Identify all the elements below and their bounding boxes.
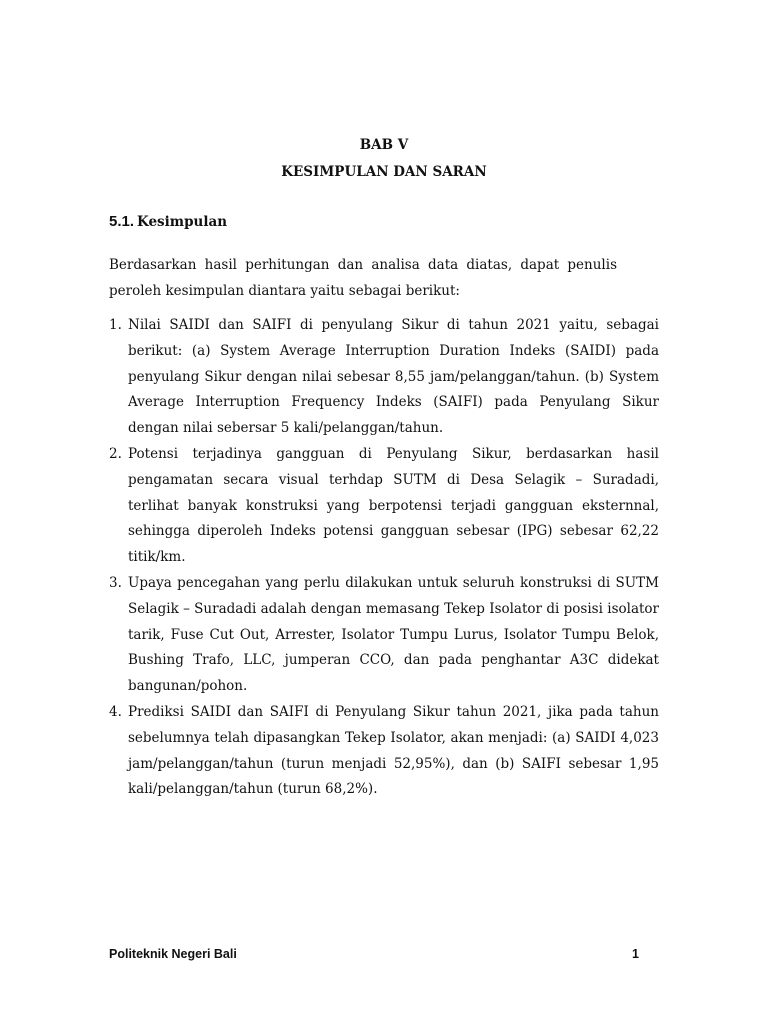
conclusion-item (109, 313, 659, 442)
conclusion-list (109, 313, 659, 803)
list-marker: 1. (109, 317, 122, 333)
conclusion-text: Prediksi SAIDI dan SAIFI di Penyulang Sikur tahun 2021, jika pada tahun sebelumnya telah dipasangkan Tekep Isolator, akan menjadi: (a) SAIDI 4,023 jam/pelanggan/tahun (turun menjadi 52,95%), dan (b) SAIFI sebesar 1,95 kali/pelanggan/tahun (turun 68,2%). (128, 703, 659, 798)
chapter-label: BAB V (359, 137, 409, 153)
list-marker: 4. (109, 703, 122, 720)
conclusion-item (109, 571, 659, 700)
conclusion-text: Potensi terjadinya gangguan di Penyulang Sikur, berdasarkan hasil pengamatan secara visual terhdap SUTM di Desa Selagik – Suradadi, terlihat banyak konstruksi yang berpotensi terjadi gangguan eksternnal, sehingga diperoleh Indeks potensi gangguan sebesar (IPG) sebesar 62,22 titik/km. (128, 445, 659, 566)
conclusion-item (109, 442, 659, 571)
page-footer (109, 947, 639, 961)
chapter-title: KESIMPULAN DAN SARAN (281, 164, 487, 180)
section-number: 5.1. (109, 213, 135, 230)
section-title: Kesimpulan (137, 214, 228, 230)
conclusion-text: Nilai SAIDI dan SAIFI di penyulang Sikur di tahun 2021 yaitu, sebagai berikut: (a) System Average Interruption Duration Indeks (SAIDI) pada penyulang Sikur dengan nilai sebesar 8,55 jam/pelanggan/tahun. (b) System Average Interruption Frequency Indeks (SAIFI) pada Penyulang Sikur dengan nilai sebersar 5 kali/pelanggan/tahun. (128, 317, 659, 437)
conclusion-item (109, 700, 659, 803)
conclusion-text: Upaya pencegahan yang perlu dilakukan untuk seluruh konstruksi di SUTM Selagik – Suradadi adalah dengan memasang Tekep Isolator di posisi isolator tarik, Fuse Cut Out, Arrester, Isolator Tumpu Lurus, Isolator Tumpu Belok, Bushing Trafo, LLC, jumperan CCO, dan pada penghantar A3C didekat bangunan/pohon. (128, 574, 659, 695)
section-heading (109, 213, 227, 230)
intro-paragraph: Berdasarkan hasil perhitungan dan analisa data diatas, dapat penulis peroleh kesimpulan diantara yaitu sebagai berikut: (109, 257, 617, 299)
page-number: 1 (632, 947, 639, 961)
list-marker: 3. (109, 574, 122, 591)
list-marker: 2. (109, 445, 122, 462)
footer-institution: Politeknik Negeri Bali (109, 947, 237, 961)
